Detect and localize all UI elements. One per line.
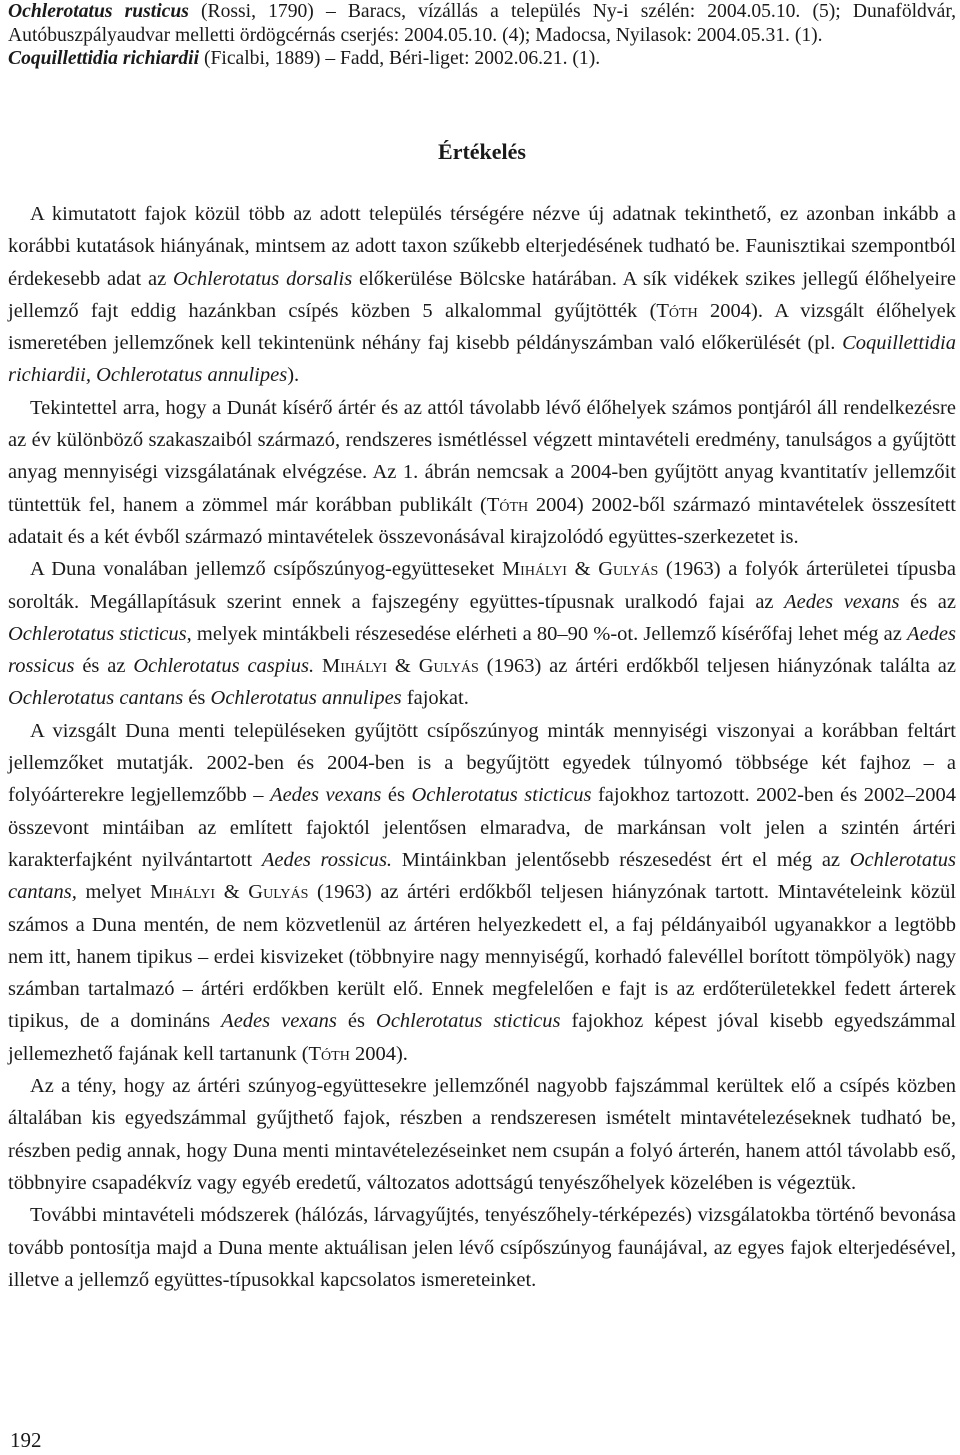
record-text: (Rossi, 1790) – Baracs, vízállás a település Ny-i szélén: 2004.05.10. (5); Dunaföldvár, Autóbuszpályaudvar melletti ördögcérnás cserjés: 2004.05.10. (4); Madocsa, Nyilasok: 2004.05.31. (1). xyxy=(8,1,956,46)
paragraph-6: További mintavételi módszerek (hálózás, lárvagyűjtés, tenyészőhely-térképezés) vizsgálatokba történő bevonása tovább pontosítja majd a Duna mente aktuálisan jelen lévő csípőszúnyog faunájával, az egyes fajok elterjedésével, illetve a jellemző együttes-típusokkal kapcsolatos ismereteinket. xyxy=(8,1204,956,1291)
record-ochlerotatus-rusticus xyxy=(8,0,956,71)
record-text: (Ficalbi, 1889) – Fadd, Béri-liget: 2002.06.21. (1). xyxy=(199,48,601,69)
species-name: Ochlerotatus rusticus xyxy=(8,1,189,22)
body-text xyxy=(8,198,956,1296)
page-number: 192 xyxy=(10,1428,42,1452)
paragraph-3: A Duna vonalában jellemző csípőszúnyog-együtteseket Mihályi & Gulyás (1963) a folyók árterületei típusba sorolták. Megállapításuk szerint ennek a fajszegény együttes-típusnak uralkodó fajai az Aedes vexans és az Ochlerotatus sticticus, melyek mintákbeli részesedése elérheti a 80–90 %-ot. Jellemző kísérőfaj lehet még az Aedes rossicus és az Ochlerotatus caspius. Mihályi & Gulyás (1963) az ártéri erdőkből teljesen hiányzónak találta az Ochlerotatus cantans és Ochlerotatus annulipes fajokat. xyxy=(8,558,956,710)
paragraph-2: Tekintettel arra, hogy a Dunát kísérő ártér és az attól távolabb lévő élőhelyek számos pontjáról áll rendelkezésre az év különböző szakaszaiból származó, rendszeres ismétléssel végzett mintavételi eredmény, tanulságos a gyűjtött anyag mennyiségi vizsgálatának elvégzése. Az 1. ábrán nemcsak a 2004-ben gyűjtött anyag kvantitatív jellemzőit tüntettük fel, hanem a zömmel már korábban publikált (Tóth 2004) 2002-ből származó mintavételek összesített adatait és a két évből származó mintavételek összevonásával kirajzolódó együttes-szerkezetet is. xyxy=(8,396,956,548)
section-title: Értékelés xyxy=(438,139,526,164)
paragraph-5: Az a tény, hogy az ártéri szúnyog-együttesekre jellemzőnél nagyobb fajszámmal kerültek elő a csípés közben általában kis egyedszámmal gyűjthető fajok, részben a rendszeresen ismételt mintavételezéseknek tudható be, részben pedig annak, hogy Duna menti mintavételezéseinket nem csupán a folyó árterén, hanem attól távolabb eső, többnyire csapadékvíz vagy egyéb eredetű, változatos adottságú tenyészőhelyek közelében is végeztük. xyxy=(8,1075,956,1194)
species-name: Coquillettidia richiardii xyxy=(8,48,200,69)
paragraph-4: A vizsgált Duna menti településeken gyűjtött csípőszúnyog minták mennyiségi viszonyai a korábban feltárt jellemzőket mutatják. 2002-ben és 2004-ben is a begyűjtött egyedek túlnyomó többsége két fajhoz – a folyóárterekre legjellemzőbb – Aedes vexans és Ochlerotatus sticticus fajokhoz tartozott. 2002-ben és 2002–2004 összevont mintáiban az említett fajoktól jelentősen elmaradva, de markánsan volt jelen a szintén ártéri karakterfajként nyilvántartott Aedes rossicus. Mintáinkban jelentősebb részesedést ért el még az Ochlerotatus cantans, melyet Mihályi & Gulyás (1963) az ártéri erdőkből teljesen hiányzónak tartott. Mintavételeink közül számos a Duna mentén, de nem közvetlenül az ártéren helyezkedett el, a faj példányaiból ugyanakkor a legtöbb nem itt, hanem tipikus – erdei kisvizeket (többnyire nagy mennyiségű, korhadó falevéllel borított tömpölyök) nagy számban tartalmazó – ártéri erdőkben került elő. Ennek megfelelően e fajt is az erdőterületekkel fedett árterek tipikus, de a domináns Aedes vexans és Ochlerotatus sticticus fajokhoz képest jóval kisebb egyedszámmal jellemezhető fajának kell tartanunk (Tóth 2004). xyxy=(8,719,957,1065)
paragraph-1: A kimutatott fajok közül több az adott település térségére nézve új adatnak tekinthető, ez azonban inkább a korábbi kutatások hiányának, mintsem az adott taxon szűkebb elterjedésének tudható be. Faunisztikai szempontból érdekesebb adat az Ochlerotatus dorsalis előkerülése Bölcske határában. A sík vidékek szikes jellegű élőhelyeire jellemző fajt eddig hazánkban csípés közben 5 alkalommal gyűjtötték (Tóth 2004). A vizsgált élőhelyek ismeretében jellemzőnek kell tekintenünk néhány faj kisebb példányszámban való előkerülését (pl. Coquillettidia richiardii, Ochlerotatus annulipes). xyxy=(8,203,957,387)
